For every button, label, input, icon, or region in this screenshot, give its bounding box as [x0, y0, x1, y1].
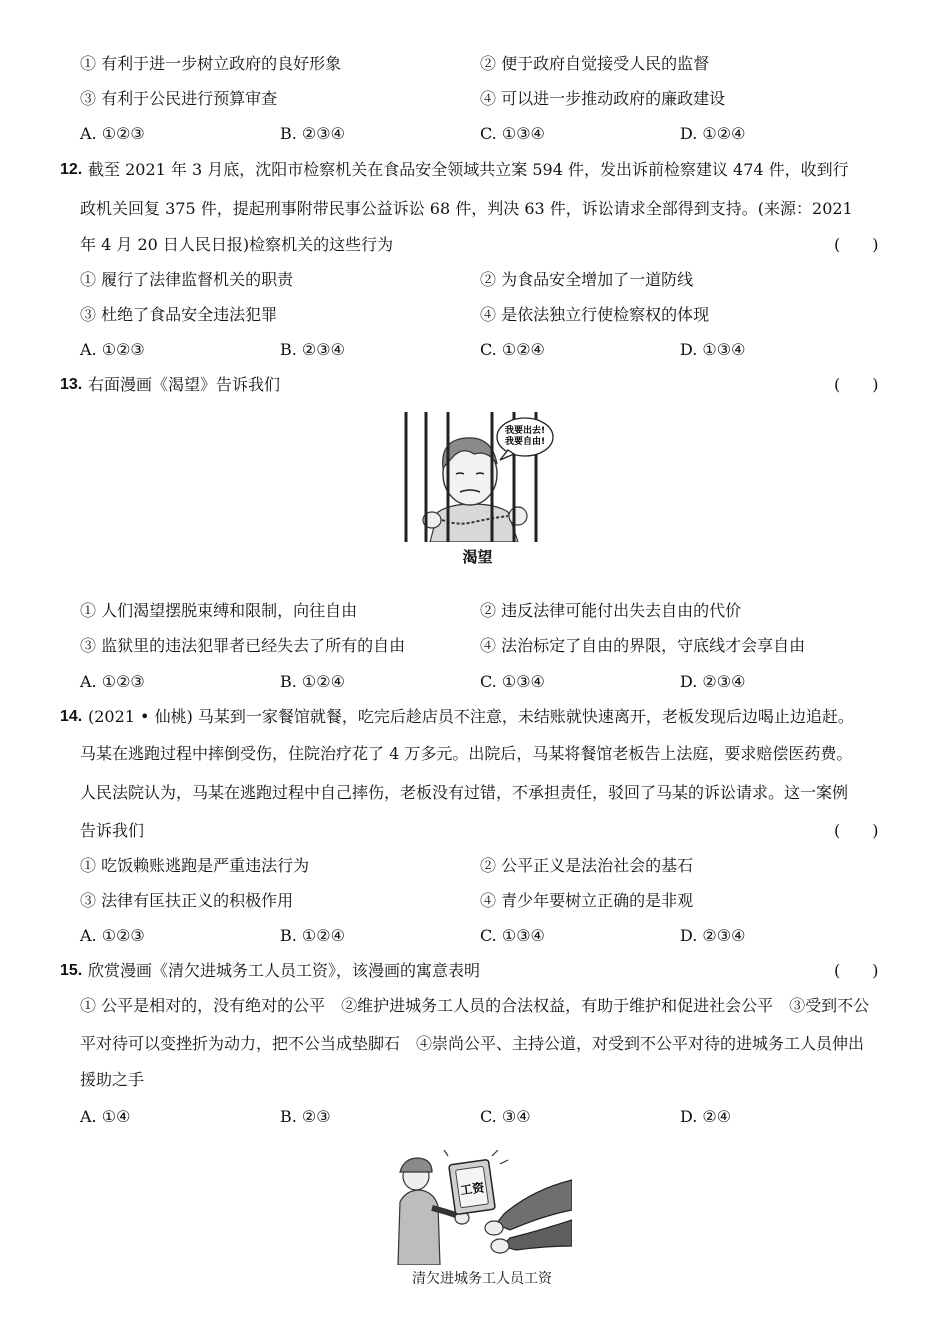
q15-number: 15. — [60, 962, 83, 979]
wage-book — [444, 1150, 508, 1215]
q11-choice-a: A. ①②③ — [80, 124, 145, 143]
q14-choice-d: D. ②③④ — [680, 926, 746, 945]
official-hands — [485, 1180, 572, 1253]
q14-item-1: ① 吃饭赖账逃跑是严重违法行为 — [80, 856, 310, 875]
q15-choice-a: A. ①④ — [80, 1107, 131, 1126]
q11-item-2: ② 便于政府自觉接受人民的监督 — [480, 54, 710, 73]
q11-item-3: ③ 有利于公民进行预算审查 — [80, 89, 278, 108]
q13-item-3: ③ 监狱里的违法犯罪者已经失去了所有的自由 — [80, 636, 406, 655]
q14-item-2: ② 公平正义是法治社会的基石 — [480, 856, 694, 875]
q11-choice-d: D. ①②④ — [680, 124, 746, 143]
q15-answer-blank: ( ) — [834, 961, 879, 980]
q13-choice-b: B. ①②④ — [280, 672, 345, 691]
q14-item-4: ④ 青少年要树立正确的是非观 — [480, 891, 694, 910]
q12-answer-blank: ( ) — [834, 235, 879, 254]
cartoon-wages — [392, 1150, 572, 1285]
q13-stem: 右面漫画《渴望》告诉我们 — [88, 375, 281, 394]
q14-stem-line-2: 马某在逃跑过程中摔倒受伤，住院治疗花了 4 万多元。出院后，马某将餐馆老板告上法庭，要求赔偿医药费。 — [80, 744, 853, 763]
q12-choice-c: C. ①②④ — [480, 340, 545, 359]
q12-item-1: ① 履行了法律监督机关的职责 — [80, 270, 294, 289]
q14-choice-c: C. ①③④ — [480, 926, 545, 945]
q11-item-4: ④ 可以进一步推动政府的廉政建设 — [480, 89, 726, 108]
q12-item-3: ③ 杜绝了食品安全违法犯罪 — [80, 305, 278, 324]
cartoon-kewang — [400, 412, 555, 572]
q13-item-2: ② 违反法律可能付出失去自由的代价 — [480, 601, 742, 620]
q13-choice-c: C. ①③④ — [480, 672, 545, 691]
wage-illustration — [392, 1150, 572, 1265]
q12-choice-a: A. ①②③ — [80, 340, 145, 359]
q14-stem-line-1: (2021 • 仙桃) 马某到一家餐馆就餐，吃完后趁店员不注意，未结账就快速离开，老板发现后边喝止边追赶。 — [88, 707, 854, 726]
q13-number: 13. — [60, 376, 83, 393]
q14-stem-line-4: 告诉我们 — [80, 821, 145, 840]
bubble-line-2: 我要自由! — [504, 437, 546, 447]
q15-options-line-1: ① 公平是相对的，没有绝对的公平 ②维护进城务工人员的合法权益，有助于维护和促进社会公平 ③受到不公 — [80, 996, 870, 1015]
q15-choice-c: C. ③④ — [480, 1107, 531, 1126]
q14-stem-line-3: 人民法院认为，马某在逃跑过程中自己摔伤，老板没有过错，不承担责任，驳回了马某的诉讼请求。这一案例 — [80, 783, 849, 802]
q12-choice-b: B. ②③④ — [280, 340, 345, 359]
q14-choice-a: A. ①②③ — [80, 926, 145, 945]
q13-choice-a: A. ①②③ — [80, 672, 145, 691]
q13-choice-d: D. ②③④ — [680, 672, 746, 691]
q11-choice-c: C. ①③④ — [480, 124, 545, 143]
q11-choice-b: B. ②③④ — [280, 124, 345, 143]
q12-stem-line-1: 截至 2021 年 3 月底，沈阳市检察机关在食品安全领域共立案 594 件，发出诉前检察建议 474 件，收到行 — [88, 160, 849, 179]
q14-answer-blank: ( ) — [834, 821, 879, 840]
q12-item-2: ② 为食品安全增加了一道防线 — [480, 270, 694, 289]
q12-item-4: ④ 是依法独立行使检察权的体现 — [480, 305, 710, 324]
q15-choice-b: B. ②③ — [280, 1107, 331, 1126]
q13-item-1: ① 人们渴望摆脱束缚和限制，向往自由 — [80, 601, 358, 620]
q12-number: 12. — [60, 161, 83, 178]
q13-item-4: ④ 法治标定了自由的界限，守底线才会享自由 — [480, 636, 806, 655]
q15-options-line-3: 援助之手 — [80, 1070, 145, 1089]
q14-choice-b: B. ①②④ — [280, 926, 345, 945]
cartoon-kewang-caption: 渴望 — [462, 548, 493, 566]
q14-number: 14. — [60, 708, 83, 725]
q12-choice-d: D. ①③④ — [680, 340, 746, 359]
speech-bubble — [497, 418, 553, 460]
bubble-line-1: 我要出去! — [504, 426, 546, 436]
q15-options-line-2: 平对待可以变挫折为动力，把不公当成垫脚石 ④崇尚公平、主持公道，对受到不公平对待的进城务工人员伸出 — [80, 1034, 865, 1053]
prisoner-illustration — [400, 412, 555, 542]
q11-item-1: ① 有利于进一步树立政府的良好形象 — [80, 54, 342, 73]
wage-book-label: 工资 — [459, 1180, 486, 1198]
q12-stem-line-2: 政机关回复 375 件，提起刑事附带民事公益诉讼 68 件，判决 63 件，诉讼请求全部得到支持。(来源：2021 — [80, 199, 853, 218]
q14-item-3: ③ 法律有匡扶正义的积极作用 — [80, 891, 294, 910]
cartoon-wages-caption: 清欠进城务工人员工资 — [412, 1271, 552, 1287]
q13-answer-blank: ( ) — [834, 375, 879, 394]
q12-stem-line-3: 年 4 月 20 日人民日报)检察机关的这些行为 — [80, 235, 394, 254]
q15-choice-d: D. ②④ — [680, 1107, 732, 1126]
q15-stem: 欣赏漫画《清欠进城务工人员工资》，该漫画的寓意表明 — [88, 961, 481, 980]
